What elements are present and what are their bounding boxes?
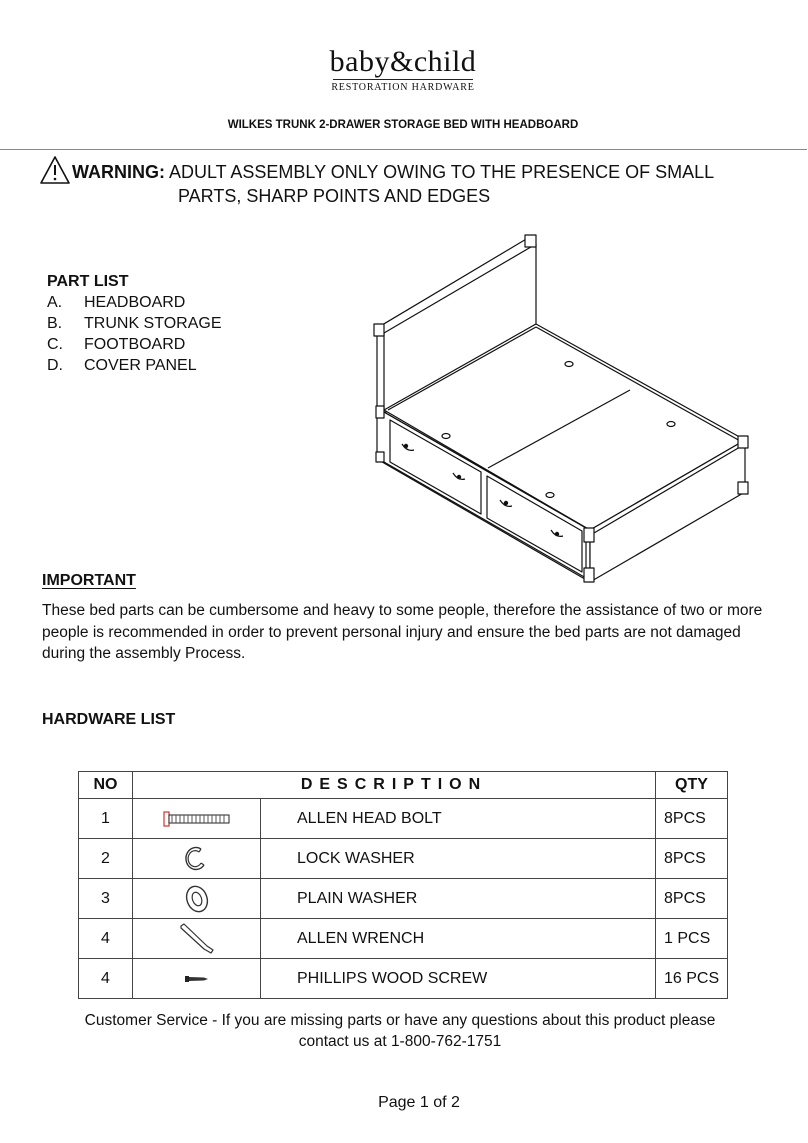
row-no: 2 <box>79 839 133 879</box>
part-list-item <box>47 336 185 354</box>
header-qty: QTY <box>656 772 728 799</box>
table-header-row <box>79 772 728 799</box>
row-no: 4 <box>79 959 133 999</box>
table-row <box>79 879 728 919</box>
warning-label: WARNING: <box>72 162 165 182</box>
table-row <box>79 839 728 879</box>
important-title: IMPORTANT <box>42 572 136 589</box>
row-no: 4 <box>79 919 133 959</box>
allen-head-bolt-icon <box>162 810 232 828</box>
part-name: FOOTBOARD <box>84 336 186 353</box>
title-divider <box>0 149 807 150</box>
hardware-list-title: HARDWARE LIST <box>42 711 176 728</box>
customer-service-note <box>60 1010 740 1052</box>
part-name: TRUNK STORAGE <box>84 315 222 332</box>
warning-line-2: PARTS, SHARP POINTS AND EDGES <box>178 186 491 206</box>
row-qty: 8PCS <box>656 799 728 839</box>
plain-washer-icon <box>182 883 212 915</box>
part-letter: D. <box>47 357 63 374</box>
page-number: Page 1 of 2 <box>378 1094 460 1111</box>
important-text: These bed parts can be cumbersome and heavy to some people, therefore the assistance of two or more people is recommended in order to prevent personal injury and ensure the bed parts are not damaged during the assembly Process. <box>42 602 763 662</box>
part-letter: B. <box>47 315 63 332</box>
row-qty: 1 PCS <box>656 919 728 959</box>
part-name: HEADBOARD <box>84 294 186 311</box>
row-description: ALLEN WRENCH <box>261 919 656 959</box>
part-list-item <box>47 357 197 375</box>
hardware-table <box>78 771 728 999</box>
row-description: PLAIN WASHER <box>261 879 656 919</box>
table-row <box>79 799 728 839</box>
row-no: 1 <box>79 799 133 839</box>
brand-divider <box>333 79 473 80</box>
row-description: ALLEN HEAD BOLT <box>261 799 656 839</box>
part-letter: C. <box>47 336 63 353</box>
wood-screw-icon <box>184 973 210 985</box>
brand-logo: baby&child <box>329 45 477 78</box>
part-list-title: PART LIST <box>47 273 129 290</box>
warning-text-1: ADULT ASSEMBLY ONLY OWING TO THE PRESENCE OF SMALL <box>165 162 715 182</box>
row-description: PHILLIPS WOOD SCREW <box>261 959 656 999</box>
customer-service-line-1: Customer Service - If you are missing parts or have any questions about this product please <box>84 1012 716 1029</box>
customer-service-line-2: contact us at 1-800-762-1751 <box>298 1033 502 1050</box>
row-no: 3 <box>79 879 133 919</box>
header-description: DESCRIPTION <box>133 772 656 799</box>
storage-bed-illustration <box>368 230 753 590</box>
part-letter: A. <box>47 294 63 311</box>
row-description: LOCK WASHER <box>261 839 656 879</box>
part-list-item <box>47 294 185 312</box>
part-list-item <box>47 315 222 333</box>
table-row <box>79 919 728 959</box>
table-row <box>79 959 728 999</box>
brand-subtitle: RESTORATION HARDWARE <box>331 82 475 93</box>
row-qty: 8PCS <box>656 879 728 919</box>
lock-washer-icon <box>182 843 212 875</box>
part-name: COVER PANEL <box>84 357 197 374</box>
warning-triangle-icon <box>39 155 71 185</box>
row-qty: 16 PCS <box>656 959 728 999</box>
allen-wrench-icon <box>177 922 217 956</box>
header-no: NO <box>79 772 133 799</box>
row-qty: 8PCS <box>656 839 728 879</box>
warning-line-1 <box>72 162 714 183</box>
document-title: WILKES TRUNK 2-DRAWER STORAGE BED WITH HEADBOARD <box>227 119 579 131</box>
